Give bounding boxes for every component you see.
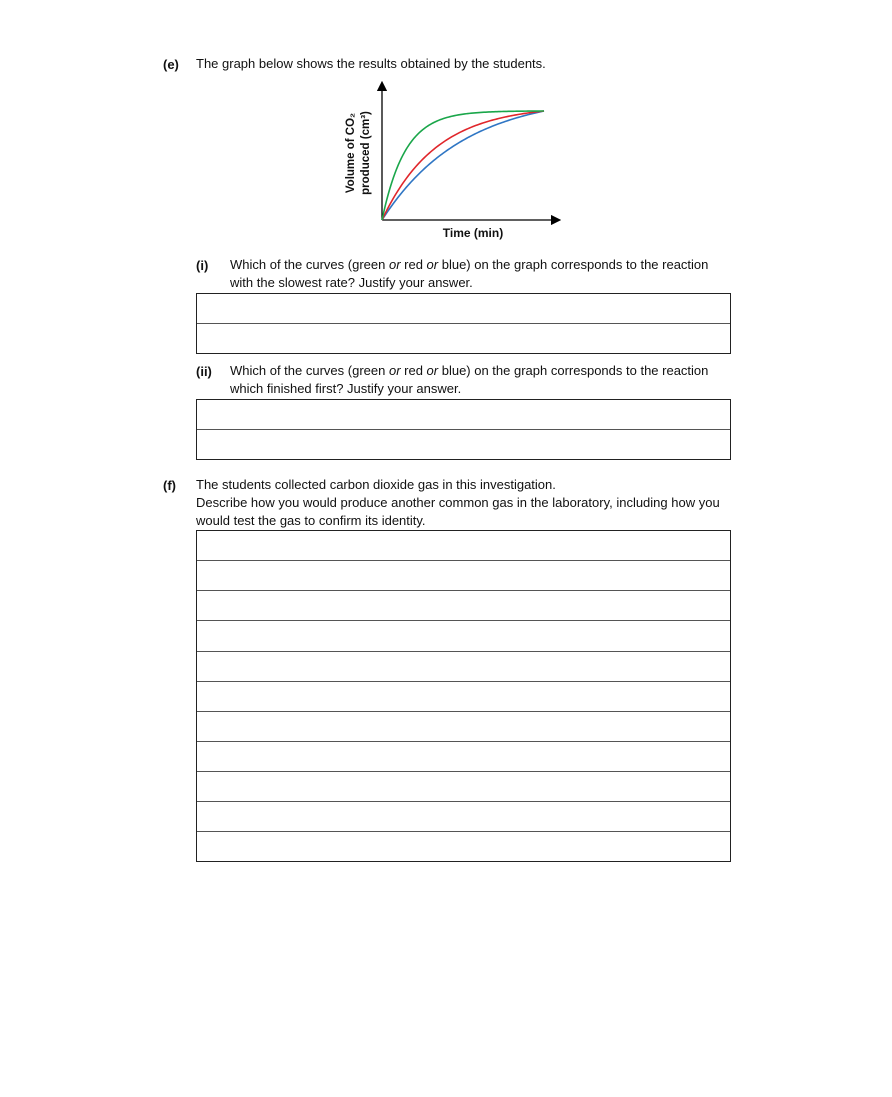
part-e-label: (e) [163,57,179,72]
part-e-ii-question: Which of the curves (green or red or blue) on the graph corresponds to the reaction which finished first? Justify your answer. [230,363,709,396]
part-f-question: The students collected carbon dioxide gas in this investigation. Describe how you would produce another common gas in the laboratory, including how you would test the gas to confirm its identity. [196,477,720,528]
y-axis-label-line1: Volume of CO₂ [345,112,357,194]
part-e-i-label: (i) [196,258,209,273]
y-axis-label-line2: produced (cm³) [360,111,372,195]
part-e-ii-label: (ii) [196,364,212,379]
part-e-i-question: Which of the curves (green or red or blue) on the graph corresponds to the reaction with the slowest rate? Justify your answer. [230,257,709,290]
answer-box-f[interactable] [196,530,731,862]
answer-box-e-i[interactable] [196,293,731,354]
green-curve [382,111,544,220]
part-f-label: (f) [163,478,176,493]
answer-box-e-ii[interactable] [196,399,731,460]
x-axis-label: Time (min) [442,226,504,240]
co2-volume-chart [330,80,570,245]
red-curve [382,111,544,220]
blue-curve [382,111,544,220]
part-e-text: The graph below shows the results obtained by the students. [196,56,546,71]
